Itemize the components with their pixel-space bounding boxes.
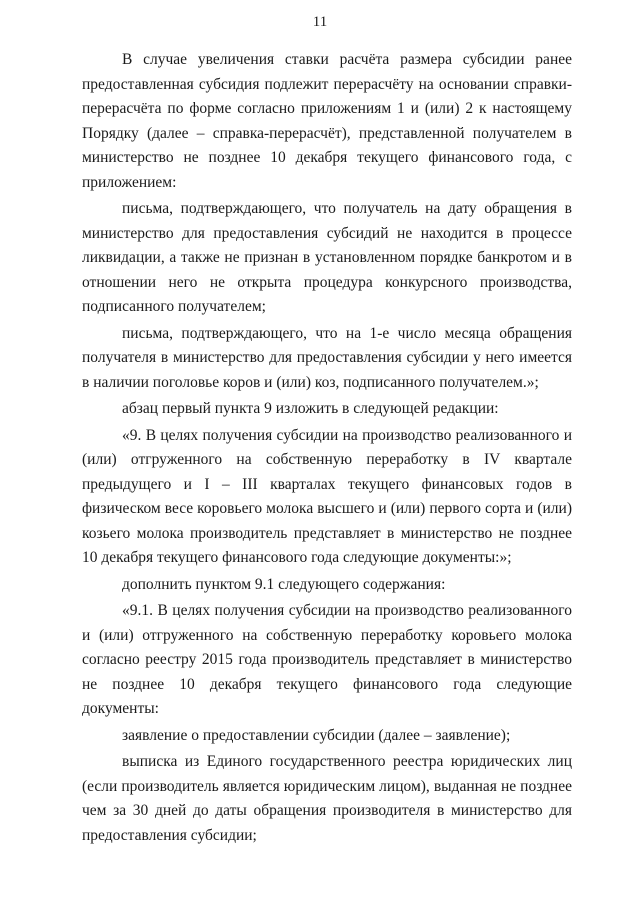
- paragraph-clause-9: «9. В целях получения субсидии на производство реализованного и (или) отгруженного на собственную переработку в IV квартале предыдущего и I – III кварталах текущего финансовых годов в физическом весе коровьего молока высшего и (или) первого сорта и (или) козьего молока производитель представляет в министерство не позднее 10 декабря текущего финансового года следующие документы:»;: [82, 426, 572, 566]
- paragraph-recalculation: В случае увеличения ставки расчёта размера субсидии ранее предоставленная субсидия подлежит перерасчёту на основании справки-перерасчёта по форме согласно приложениям 1 и (или) 2 к настоящему Порядку (далее – справка-перерасчёт), представленной получателем в министерство не позднее 10 декабря текущего финансового года, с приложением:: [82, 51, 572, 191]
- paragraph-registry-extract: выписка из Единого государственного реестра юридических лиц (если производитель является юридическим лицом), выданная не позднее чем за 30 дней до даты обращения производителя в министерство для предоставления субсидии;: [82, 753, 572, 844]
- paragraph-livestock-letter: письма, подтверждающего, что на 1-е число месяца обращения получателя в министерство для предоставления субсидии у него имеется в наличии поголовье коров и (или) коз, подписанного получателем.»;: [82, 324, 572, 391]
- paragraph-application: заявление о предоставлении субсидии (далее – заявление);: [122, 726, 511, 744]
- paragraph-clause-9-1: «9.1. В целях получения субсидии на производство реализованного и (или) отгруженного на собственную переработку коровьего молока согласно реестру 2015 года производитель представляет в министерство не позднее 10 декабря текущего финансового года следующие документы:: [82, 602, 572, 717]
- paragraph-add-clause-9-1: дополнить пунктом 9.1 следующего содержания:: [122, 575, 446, 593]
- document-body: [82, 48, 572, 850]
- paragraph-liquidation-letter: письма, подтверждающего, что получатель на дату обращения в министерство для предоставления субсидий не находится в процессе ликвидации, а также не признан в установленном порядке банкротом и в отношении него не открыта процедура конкурсного производства, подписанного получателем;: [82, 200, 572, 315]
- paragraph-amendment-clause-9: абзац первый пункта 9 изложить в следующей редакции:: [122, 400, 499, 417]
- page-number: 11: [312, 14, 328, 30]
